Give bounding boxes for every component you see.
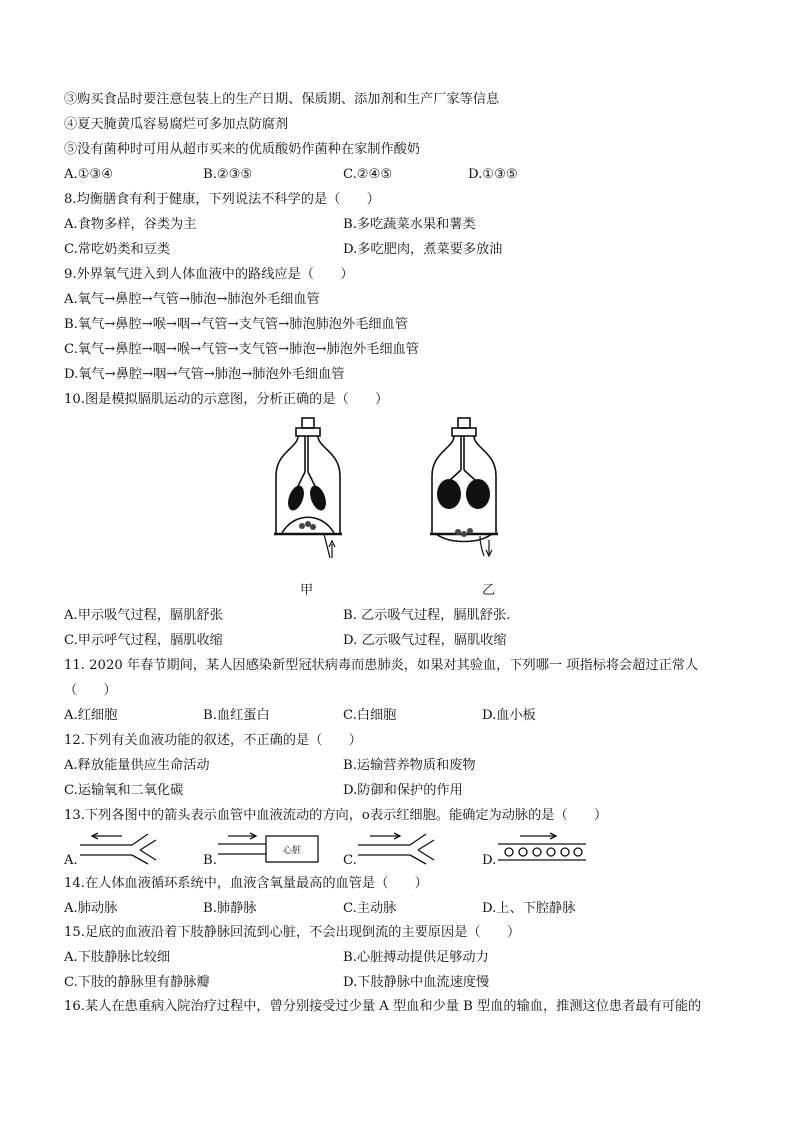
q9-option-d: D.氧气→鼻腔→咽→气管→肺泡→肺泡外毛细血管 [64,367,345,382]
q12-option-d: D.防御和保护的作用 [343,783,463,798]
q16-stem: 16.某人在患重病入院治疗过程中，曾分别接受过少量 A 型血和少量 B 型血的输血，推测这位患者最有可能的 [64,999,702,1014]
q12-option-a: A.释放能量供应生命活动 [64,758,210,773]
q11-option-c: C.白细胞 [343,708,397,723]
q12-option-b: B.运输营养物质和废物 [343,758,476,773]
q10-option-a: A.甲示吸气过程，膈肌舒张 [64,608,223,623]
q8-option-b: B.多吃蔬菜水果和薯类 [343,217,476,232]
bell-jar-figure-jia [268,414,348,564]
heart-box-label: 心脏 [282,846,302,856]
q10-option-d: D. 乙示吸气过程，膈肌收缩 [343,633,507,648]
q11-stem: 11. 2020 年春节期间，某人因感染新型冠状病毒而患肺炎，如果对其验血，下列哪一 项指标将会超过正常人 [64,658,699,673]
q8-option-c: C.常吃奶类和豆类 [64,242,171,257]
q15-option-c: C.下肢的静脉里有静脉瓣 [64,975,210,990]
q7-statement-4: ④夏天腌黄瓜容易腐烂可多加点防腐剂 [64,117,289,132]
q9-option-b: B.氧气→鼻腔→喉→咽→气管→支气管→肺泡肺泡外毛细血管 [64,317,408,332]
q14-option-d: D.上、下腔静脉 [482,901,576,916]
q8-stem: 8.均衡膳食有利于健康，下列说法不科学的是（ ） [64,192,380,207]
q15-stem: 15.足底的血液沿着下肢静脉回流到心脏，不会出现倒流的主要原因是（ ） [64,925,521,940]
q13-option-b: B. [203,853,217,868]
q13-stem: 13.下列各图中的箭头表示血管中血液流动的方向，o表示红细胞。能确定为动脉的是（ ） [64,808,608,823]
q15-option-d: D.下肢静脉中血流速度慢 [343,975,490,990]
q11-option-b: B.血红蛋白 [203,708,270,723]
q7-option-c: C.②④⑤ [343,167,393,182]
q8-option-d: D.多吃肥肉，煮菜要多放油 [343,242,503,257]
q13-vessel-diagram-a [78,830,164,866]
q7-option-d: D.①③⑤ [468,167,518,182]
bell-jar-figure-yi [422,414,506,564]
figure-label-yi: 乙 [482,583,496,598]
q11-option-d: D.血小板 [482,708,536,723]
q15-option-a: A.下肢静脉比较细 [64,950,171,965]
q9-option-c: C.氧气→鼻腔→咽→喉→气管→支气管→肺泡→肺泡外毛细血管 [64,342,419,357]
q12-stem: 12.下列有关血液功能的叙述，不正确的是（ ） [64,733,362,748]
q8-option-a: A.食物多样，谷类为主 [64,217,197,232]
q13-vessel-diagram-c [356,830,442,866]
q10-option-c: C.甲示呼气过程，膈肌收缩 [64,633,223,648]
q14-option-a: A.肺动脉 [64,901,118,916]
q11-stem-blank: （ ） [64,683,117,698]
q14-option-c: C.主动脉 [343,901,397,916]
q14-stem: 14.在人体血液循环系统中，血液含氧量最高的血管是（ ） [64,876,428,891]
q10-stem: 10.图是模拟膈肌运动的示意图，分析正确的是（ ） [64,392,389,407]
q13-vessel-diagram-b [216,830,326,866]
q13-option-a: A. [64,853,78,868]
q7-statement-3: ③购买食品时要注意包装上的生产日期、保质期、添加剂和生产厂家等信息 [64,92,500,107]
q7-option-b: B.②③⑤ [203,167,253,182]
q13-option-c: C. [343,853,357,868]
q7-option-a: A.①③④ [64,167,114,182]
q11-option-a: A.红细胞 [64,708,118,723]
q13-option-d: D. [482,853,497,868]
q10-option-b: B. 乙示吸气过程，膈肌舒张. [343,608,511,623]
figure-label-jia: 甲 [300,583,314,598]
q9-option-a: A.氧气→鼻腔→气管→肺泡→肺泡外毛细血管 [64,292,320,307]
q15-option-b: B.心脏搏动提供足够动力 [343,950,489,965]
q12-option-c: C.运输氧和二氧化碳 [64,783,184,798]
q9-stem: 9.外界氧气进入到人体血液中的路线应是（ ） [64,267,354,282]
q14-option-b: B.肺静脉 [203,901,257,916]
q7-statement-5: ⑤没有菌种时可用从超市买来的优质酸奶作菌种在家制作酸奶 [64,142,421,157]
q13-capillary-diagram-d [496,830,590,866]
